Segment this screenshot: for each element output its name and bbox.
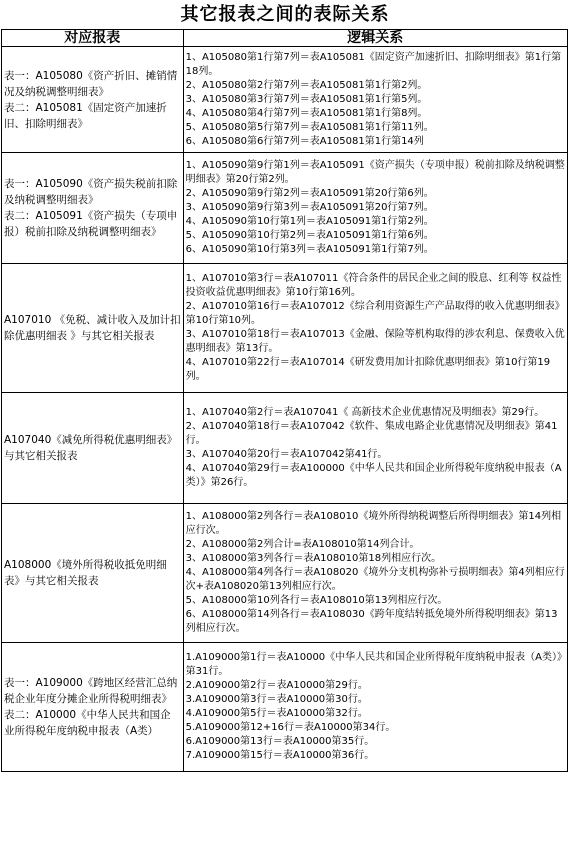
logic-cell	[183, 47, 567, 153]
logic-item: 3、A107010第18行＝表A107013《金融、保险等机构取得的涉农利息、保费收入优惠明细表》第13行。	[185, 329, 565, 354]
logic-item: 1、A107010第3行＝表A107011《符合条件的居民企业之间的股息、红利等 权益性投资收益优惠明细表》第10行第16列。	[185, 273, 562, 298]
logic-cell	[183, 393, 567, 504]
logic-cell	[183, 504, 567, 643]
logic-item: 5、A105080第5行第7列＝表A105081第1行第11列。	[185, 121, 434, 133]
report-pair-cell: A107010 《免税、减计收入及加计扣除优惠明细表 》与其它相关报表	[2, 264, 184, 393]
logic-cell	[183, 643, 567, 772]
report-pair-cell: 表一：A109000《跨地区经营汇总纳税企业年度分摊企业所得税明细表》 表二：A10000《中华人民共和国企业所得税年度纳税申报表（A类）	[2, 643, 184, 772]
logic-item: 6、A105080第6行第7列＝表A105081第1行第14列	[185, 135, 424, 147]
relations-table	[1, 29, 568, 772]
header-row	[2, 30, 568, 47]
logic-item: 2、A107040第18行＝表A107042《软件、集成电路企业优惠情况及明细表》第41行。	[185, 421, 558, 446]
page-title: 其它报表之间的表际关系	[180, 4, 390, 25]
logic-item: 1、A105080第1行第7列＝表A105081《固定资产加速折旧、扣除明细表》第1行第18列。	[185, 51, 562, 77]
logic-item: 1、A108000第2列各行＝表A108010《境外所得纳税调整后所得明细表》第14列相应行次。	[185, 511, 562, 536]
logic-item: 4.A109000第5行＝表A10000第32行。	[185, 708, 368, 719]
logic-item: 3、A105080第3行第7列＝表A105081第1行第5列。	[185, 93, 428, 105]
logic-item: 5、A108000第10列各行＝表A108010第13列相应行次。	[185, 595, 448, 606]
logic-item: 1.A109000第1行＝表A10000《中华人民共和国企业所得税年度纳税申报表（A类）》第31行。	[185, 652, 563, 677]
logic-item: 2.A109000第2行＝表A10000第29行。	[185, 680, 368, 691]
table-row	[2, 643, 568, 772]
logic-item: 3、A108000第3列各行＝表A108010第18列相应行次。	[185, 553, 442, 564]
logic-item: 6、A105090第10行第3列＝表A105091第1行第7列。	[185, 244, 434, 255]
logic-item: 1、A107040第2行＝表A107041《 高新技术企业优惠情况及明细表》第29行。	[185, 407, 545, 418]
report-pair-cell: 表一：A105090《资产损失税前扣除及纳税调整明细表》 表二：A105091《资产损失（专项申报）税前扣除及纳税调整明细表》	[2, 153, 184, 264]
logic-item: 2、A105080第2行第7列＝表A105081第1行第2列。	[185, 79, 428, 91]
logic-item: 1、A105090第9行第1列＝表A105091《资产损失（专项申报）税前扣除及纳税调整明细表》第20行第2列。	[185, 160, 565, 185]
logic-item: 2、A107010第16行＝表A107012《综合利用资源生产产品取得的收入优惠明细表》第10行第10列。	[185, 301, 565, 326]
logic-item: 2、A108000第2列合计=表A108010第14列合计。	[185, 539, 420, 550]
logic-item: 4、A105080第4行第7列＝表A105081第1行第8列。	[185, 107, 428, 119]
report-pair-cell: A108000《境外所得税收抵免明细表》与其它相关报表	[2, 504, 184, 643]
logic-item: 4、A105090第10行第1列＝表A105091第1行第2列。	[185, 216, 434, 227]
logic-item: 5.A109000第12+16行＝表A10000第34行。	[185, 722, 396, 733]
header-logic: 逻辑关系	[183, 30, 567, 47]
logic-cell	[183, 264, 567, 393]
header-reports: 对应报表	[2, 30, 184, 47]
logic-item: 3、A107040第20行＝表A107042第41行。	[185, 449, 388, 460]
report-pair-cell: 表一：A105080《资产折旧、摊销情况及纳税调整明细表》 表二：A105081《固定资产加速折旧、扣除明细表》	[2, 47, 184, 153]
logic-item: 6.A109000第13行＝表A10000第35行。	[185, 736, 375, 747]
report-pair-cell: A107040《减免所得税优惠明细表》与其它相关报表	[2, 393, 184, 504]
table-row	[2, 47, 568, 153]
logic-cell	[183, 153, 567, 264]
logic-item: 5、A105090第10行第2列＝表A105091第1行第6列。	[185, 230, 434, 241]
table-row	[2, 153, 568, 264]
logic-item: 4、A108000第4列各行＝表A108020《境外分支机构弥补亏损明细表》第4列相应行次+表A108020第13列相应行次。	[185, 567, 565, 592]
logic-item: 4、A107040第29行＝表A100000《中华人民共和国企业所得税年度纳税申报表（A类）》第26行。	[185, 463, 562, 488]
logic-item: 3、A105090第9行第3列＝表A105091第20行第7列。	[185, 202, 434, 213]
table-row	[2, 504, 568, 643]
logic-item: 7.A109000第15行＝表A10000第36行。	[185, 750, 375, 761]
logic-item: 2、A105090第9行第2列＝表A105091第20行第6列。	[185, 188, 434, 199]
logic-item: 3.A109000第3行＝表A10000第30行。	[185, 694, 368, 705]
table-row	[2, 264, 568, 393]
logic-item: 4、A107010第22行＝表A107014《研发费用加计扣除优惠明细表》第10行第19列。	[185, 357, 551, 382]
table-row	[2, 393, 568, 504]
logic-item: 6、A108000第14列各行＝表A108030《跨年度结转抵免境外所得税明细表》第13列相应行次。	[185, 609, 558, 634]
